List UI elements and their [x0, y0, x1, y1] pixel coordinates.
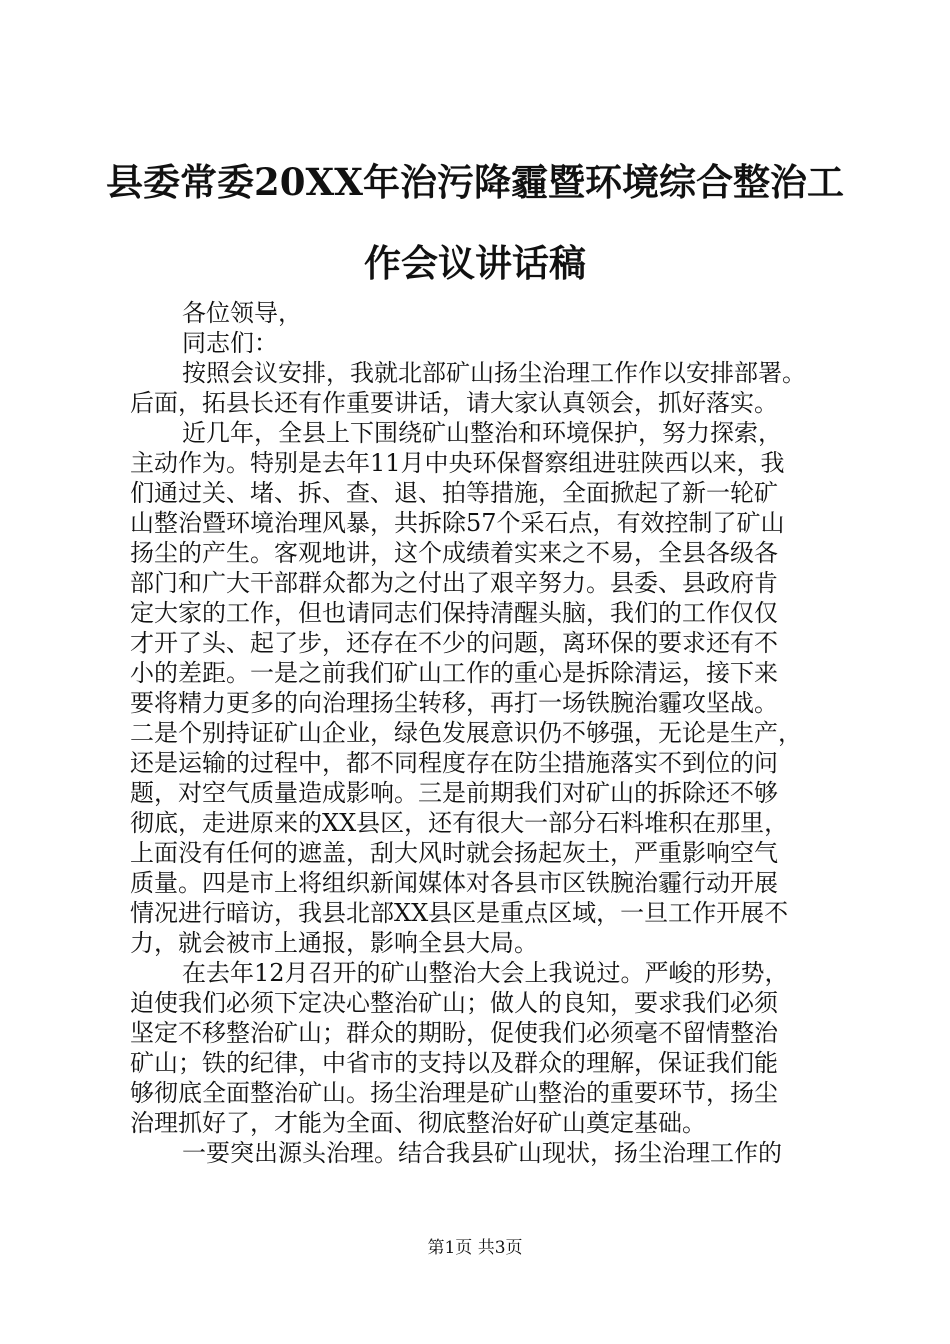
text-line: 主动作为。特别是去年11月中央环保督察组进驻陕西以来，我: [130, 449, 785, 477]
text-line: 才开了头、起了步，还存在不少的问题，离环保的要求还有不: [130, 629, 778, 657]
text-line: 同志们：: [182, 329, 278, 357]
text-line: 够彻底全面整治矿山。扬尘治理是矿山整治的重要环节，扬尘: [130, 1079, 778, 1107]
text-line: 质量。四是市上将组织新闻媒体对各县市区铁腕治霾行动开展: [130, 869, 778, 897]
text-line: 坚定不移整治矿山；群众的期盼，促使我们必须毫不留情整治: [130, 1019, 778, 1047]
text-line: 在去年12月召开的矿山整治大会上我说过。严峻的形势，: [182, 959, 789, 987]
text-line: 各位领导，: [182, 299, 302, 327]
page-footer: 第1页 共3页: [427, 1238, 523, 1258]
text-line: 扬尘的产生。客观地讲，这个成绩着实来之不易，全县各级各: [130, 539, 778, 567]
text-line: 一要突出源头治理。结合我县矿山现状，扬尘治理工作的: [182, 1139, 782, 1167]
text-line: 矿山；铁的纪律，中省市的支持以及群众的理解，保证我们能: [130, 1049, 778, 1077]
text-line: 按照会议安排，我就北部矿山扬尘治理工作作以安排部署。: [182, 359, 806, 387]
document-title-line-1: 县委常委20XX年治污降霾暨环境综合整治工: [106, 160, 844, 204]
text-line: 要将精力更多的向治理扬尘转移，再打一场铁腕治霾攻坚战。: [130, 689, 778, 717]
text-line: 迫使我们必须下定决心整治矿山；做人的良知，要求我们必须: [130, 989, 778, 1017]
text-line: 定大家的工作，但也请同志们保持清醒头脑，我们的工作仅仅: [130, 599, 778, 627]
text-line: 治理抓好了，才能为全面、彻底整治好矿山奠定基础。: [130, 1109, 706, 1137]
text-line: 后面，拓县长还有作重要讲话，请大家认真领会，抓好落实。: [130, 389, 778, 417]
text-line: 近几年，全县上下围绕矿山整治和环境保护，努力探索，: [182, 419, 782, 447]
text-line: 题，对空气质量造成影响。三是前期我们对矿山的拆除还不够: [130, 779, 778, 807]
document-title-line-2: 作会议讲话稿: [364, 241, 586, 285]
text-line: 们通过关、堵、拆、查、退、拍等措施，全面掀起了新一轮矿: [130, 479, 778, 507]
text-line: 力，就会被市上通报，影响全县大局。: [130, 929, 538, 957]
document-body: [130, 298, 830, 1168]
text-line: 二是个别持证矿山企业，绿色发展意识仍不够强，无论是生产，: [130, 719, 802, 747]
text-line: 山整治暨环境治理风暴，共拆除57个采石点，有效控制了矿山: [130, 509, 785, 537]
text-line: 情况进行暗访，我县北部XX县区是重点区域，一旦工作开展不: [130, 899, 789, 927]
text-line: 彻底，走进原来的XX县区，还有很大一部分石料堆积在那里，: [130, 809, 789, 837]
text-line: 上面没有任何的遮盖，刮大风时就会扬起灰土，严重影响空气: [130, 839, 778, 867]
text-line: 还是运输的过程中，都不同程度存在防尘措施落实不到位的问: [130, 749, 778, 777]
text-line: 小的差距。一是之前我们矿山工作的重心是拆除清运，接下来: [130, 659, 778, 687]
text-line: 部门和广大干部群众都为之付出了艰辛努力。县委、县政府肯: [130, 569, 778, 597]
